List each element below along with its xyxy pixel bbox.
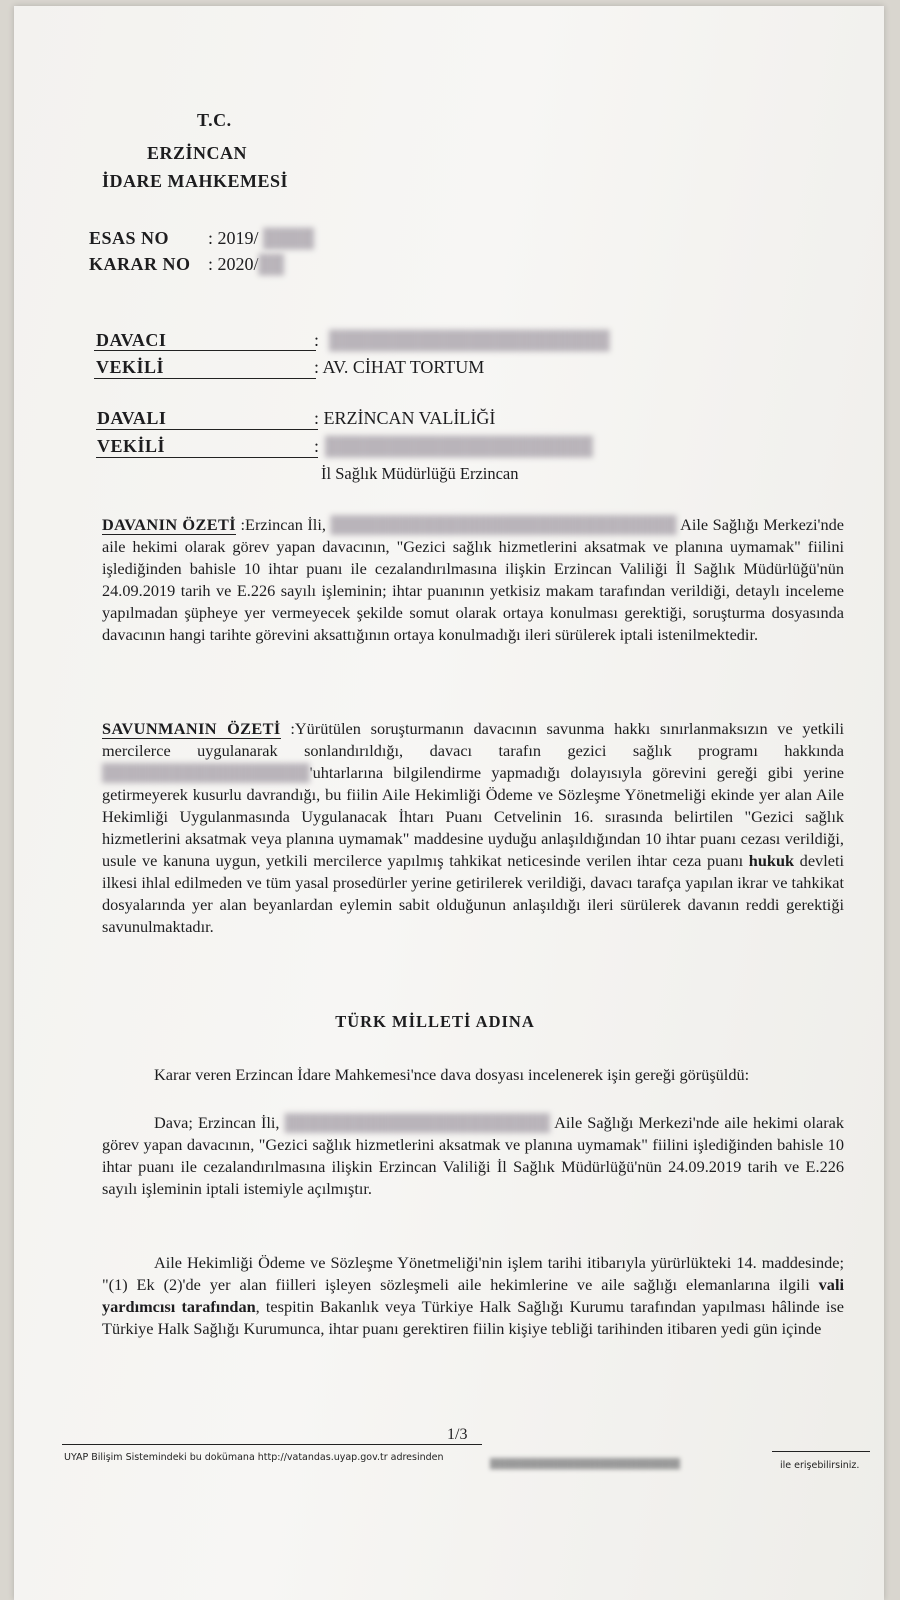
footer-rule-right bbox=[772, 1451, 870, 1452]
body-paragraph-2: Dava; Erzincan İli, ███████████████████████ Aile Sağlığı Merkezi'nde aile hekimi olarak görev yapan davacının, "Gezici sağlık hizmetlerini aksatmak ve planına uymamak" fiilini işlediğinden bahisle 10 ihtar puanı ile cezalandırılmasına ilişkin Erzincan Valiliği İl Sağlık Müdürlüğü'nün 24.09.2019 tarih ve E.226 sayılı işleminin iptali istemiyle açılmıştır. bbox=[102, 1113, 844, 1198]
redacted-text: ██ bbox=[258, 254, 285, 274]
davali-extra: İl Sağlık Müdürlüğü Erzincan bbox=[321, 464, 519, 483]
davali-value: : ERZİNCAN VALİLİĞİ bbox=[314, 408, 496, 428]
redacted-text: █████████████████████ bbox=[325, 436, 593, 456]
decision-title: TÜRK MİLLETİ ADINA bbox=[335, 1012, 535, 1031]
savunma-ozeti-paragraph: SAVUNMANIN ÖZETİ :Yürütülen soruşturmanın davacının savunma hakkı sınırlanmaksızın ve yetkili mercilerce uygulanarak sonlandırıldığı, davacı tarafın gezici sağlık programı hakkında ██████████████████'uhtarlarına bilgilendirme yapmadığı dolayısıyla görevini gereği gibi yerine getirmeyerek kusurlu davrandığı, bu fiilin Aile Hekimliği Ödeme ve Sözleşme Yönetmeliği ekinde yer alan Aile Hekimliği Uygulanmasında Uygulanacak İhtarı Puanı Cetvelinin 16. sırasında belirtilen "Gezici sağlık hizmetlerini aksatmak veya planına uymamak" maddesine uyduğu anlaşıldığından 10 ihtar puanı cezası verildiği, usule ve kanuna uygun, yetkili mercilerce yapılmış tahkikat neticesinde verilen ihtar ceza puanı hukuk devleti ilkesi ihlal edilmeden ve tüm yasal prosedürler yerine getirilerek verildiği, davacı tarafça yapılan ikrar ve tahkikat dosyalarında yer alan beyanlardan eylemin sabit olduğunun anlaşıldığı ileri sürülerek davanın reddi gerektiği savunulmaktadır. bbox=[102, 719, 844, 936]
esas-no-label: ESAS NO bbox=[89, 228, 170, 248]
dava-ozeti-heading: DAVANIN ÖZETİ bbox=[102, 515, 236, 534]
redacted-text: ████ bbox=[258, 228, 315, 248]
footer-access-text: ile erişebilirsiniz. bbox=[780, 1460, 860, 1471]
davaci-underline bbox=[94, 350, 316, 351]
page-number: 1/3 bbox=[447, 1426, 468, 1443]
davaci-vekili-underline bbox=[94, 378, 316, 379]
court-line-city: ERZİNCAN bbox=[147, 143, 248, 163]
redacted-text: ██████████████████████ bbox=[329, 330, 610, 350]
body-paragraph-1: Karar veren Erzincan İdare Mahkemesi'nce dava dosyası incelenerek işin gereği görüşüldü: bbox=[154, 1065, 750, 1084]
davaci-label: DAVACI bbox=[96, 330, 167, 350]
davaci-vekili-label: VEKİLİ bbox=[96, 357, 165, 377]
document-page bbox=[14, 6, 884, 1600]
redacted-text: ███████████████████████ bbox=[284, 1113, 550, 1132]
davali-vekili-value: : █████████████████████ bbox=[314, 436, 593, 456]
body-paragraph-3: Aile Hekimliği Ödeme ve Sözleşme Yönetmeliği'nin işlem tarihi itibarıyla yürürlükteki 14. maddesinde; "(1) Ek (2)'de yer alan fiilleri işleyen sözleşmeli aile hekimlerine ve aile sağlığı elemanlarına ilgili vali yardımcısı tarafından, tespitin Bakanlık veya Türkiye Halk Sağlığı Kurumu tarafından yapılması hâlinde ise Türkiye Halk Sağlığı Kurumunca, ihtar puanı gerektiren fiilin kişiye tebliği tarihinden itibaren yedi gün içinde bbox=[102, 1253, 844, 1338]
davali-underline bbox=[96, 429, 318, 430]
court-line-tc: T.C. bbox=[197, 110, 232, 130]
karar-no-label: KARAR NO bbox=[89, 254, 191, 274]
court-line-name: İDARE MAHKEMESİ bbox=[102, 171, 289, 191]
davali-label: DAVALI bbox=[97, 408, 167, 428]
davali-vekili-underline bbox=[96, 457, 318, 458]
dava-ozeti-paragraph: DAVANIN ÖZETİ :Erzincan İli, ██████████████████████████████ Aile Sağlığı Merkezi'nde aile hekimi olarak görev yapan davacının, "Gezici sağlık hizmetlerini aksatmak ve planına uymamak" fiilini işlediğinden bahisle 10 ihtar puanı ile cezalandırılmasına ilişkin Erzincan Valiliği İl Sağlık Müdürlüğü'nün 24.09.2019 tarih ve E.226 sayılı işleminin; ihtar puanının yetkisiz makam tarafından verildiği, detaylı inceleme yapılmadan şüpheye yer vermeyecek şekilde somut olarak ortaya konulması gerektiği, soruşturma dosyasında davacının hangi tarihte görevini aksattığının ortaya konulmadığı ileri sürülerek iptali istenilmektedir. bbox=[102, 515, 844, 644]
footer-rule-left bbox=[62, 1444, 482, 1445]
redacted-text: ██████████████████████████ bbox=[490, 1459, 680, 1470]
davali-vekili-label: VEKİLİ bbox=[97, 436, 166, 456]
redacted-text: ██████████████████ bbox=[102, 763, 310, 782]
karar-no-value: : 2020/██ bbox=[208, 254, 285, 274]
redacted-text: ██████████████████████████████ bbox=[330, 515, 677, 534]
esas-no-value: : 2019/ ████ bbox=[208, 228, 315, 248]
savunma-ozeti-heading: SAVUNMANIN ÖZETİ bbox=[102, 719, 281, 738]
davaci-vekili-value: : AV. CİHAT TORTUM bbox=[314, 357, 485, 377]
footer-uyap-text: UYAP Bilişim Sistemindeki bu dokümana http://vatandas.uyap.gov.tr adresinden bbox=[64, 1452, 444, 1463]
davaci-value: : ██████████████████████ bbox=[314, 330, 610, 350]
